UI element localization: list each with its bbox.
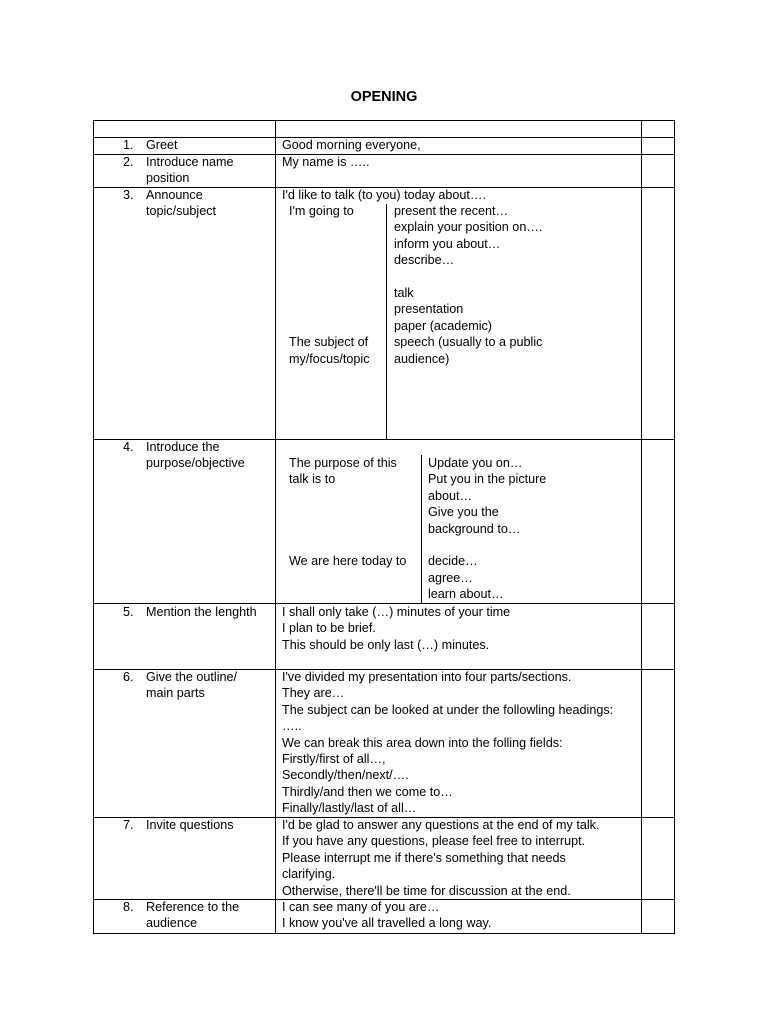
row-label [146,817,234,833]
sub-line: learn about… [428,587,504,602]
row-content [282,669,613,817]
content-line: Firstly/first of all…, [282,751,386,766]
content-line: I'd be glad to answer any questions at the end of my talk. [282,818,600,832]
label-line: Announce [146,188,203,202]
sub-line [428,537,546,553]
label-line: Mention the lenghth [146,605,257,619]
content-line: Secondly/then/next/…. [282,768,409,783]
row-label [146,899,239,932]
row-number: 4. [123,440,134,454]
subtable-left [289,455,406,570]
sub-line [289,521,406,537]
label-line: Greet [146,138,178,152]
label-line: main parts [146,686,205,701]
content-line: I'd like to talk (to you) today about…. [282,188,487,202]
row-label [146,669,237,702]
row-number: 3. [123,188,134,202]
sub-line [289,285,370,301]
row-number: 2. [123,155,134,169]
sub-line: The subject of [289,335,369,350]
content-line: My name is ….. [282,155,370,169]
sub-line: The purpose of this [289,456,397,470]
sub-line [289,318,370,334]
content-line: Otherwise, there'll be time for discussion at the end. [282,883,571,898]
label-line: Invite questions [146,818,234,832]
sub-line: We are here today to [289,554,407,569]
sub-line: presentation [394,302,464,317]
row-content [282,899,491,932]
sub-line: Give you the [428,505,499,520]
sub-line [289,219,370,235]
row-content [282,817,599,899]
content-line: I plan to be brief. [282,621,376,636]
row-number: 7. [123,818,134,832]
sub-line: background to… [428,521,521,536]
sub-line: speech (usually to a public [394,335,543,350]
sub-line: inform you about… [394,236,501,251]
sub-line [289,269,370,285]
sub-line: I'm going to [289,204,354,218]
content-line: I know you've all travelled a long way. [282,916,492,931]
content-line: I've divided my presentation into four parts/sections. [282,670,572,684]
content-line: The subject can be looked at under the followling headings: [282,702,614,717]
label-line: purpose/objective [146,456,245,471]
sub-line [289,236,370,252]
column-divider [641,120,642,934]
sub-line: agree… [428,570,473,585]
subtable-divider [421,455,422,603]
content-line: If you have any questions, please feel free to interrupt. [282,834,586,849]
subtable-left [289,203,370,367]
sub-line [289,488,406,504]
content-line: Good morning everyone, [282,138,421,152]
row-label [146,187,216,220]
label-line: position [146,171,190,186]
subtable-right [428,455,546,603]
row-content [282,604,510,653]
content-line: Finally/lastly/last of all… [282,801,417,816]
label-line: Introduce the [146,440,220,454]
page-title: OPENING [350,89,418,105]
sub-line: my/focus/topic [289,351,370,366]
content-line: They are… [282,686,345,701]
content-line: I can see many of you are… [282,900,440,914]
label-line: Give the outline/ [146,670,238,684]
row-label [146,154,234,187]
sub-line: talk is to [289,472,336,487]
content-line: I shall only take (…) minutes of your time [282,605,511,619]
label-line: topic/subject [146,204,217,219]
content-line: This should be only last (…) minutes. [282,637,490,652]
row-number: 5. [123,605,134,619]
sub-line: decide… [428,554,478,569]
row-content [282,154,369,170]
column-divider [275,120,276,934]
sub-line: paper (academic) [394,318,492,333]
sub-line [289,504,406,520]
row-number: 8. [123,900,134,914]
content-line: We can break this area down into the folling fields: [282,735,563,750]
sub-line: talk [394,285,414,300]
sub-line [289,252,370,268]
row-number: 6. [123,670,134,684]
row-label [146,604,257,620]
sub-line: explain your position on…. [394,220,543,235]
row-content [282,137,421,153]
sub-line [289,301,370,317]
sub-line: audience) [394,351,450,366]
content-line: ….. [282,719,302,734]
sub-line [394,269,542,285]
label-line: Introduce name [146,155,234,169]
sub-line: present the recent… [394,204,509,218]
row-number: 1. [123,138,134,152]
content-line: Thirdly/and then we come to… [282,784,453,799]
sub-line [289,537,406,553]
label-line: Reference to the [146,900,240,914]
content-line: clarifying. [282,867,336,882]
sub-line: Put you in the picture [428,472,547,487]
sub-line: Update you on… [428,456,523,470]
subtable-right [394,203,542,367]
row-content [282,187,486,203]
label-line: audience [146,916,198,931]
content-line: Please interrupt me if there's something that needs [282,850,566,865]
row-label [146,439,245,472]
sub-line: about… [428,488,473,503]
row-label [146,137,178,153]
sub-line: describe… [394,253,455,268]
subtable-divider [386,204,387,439]
